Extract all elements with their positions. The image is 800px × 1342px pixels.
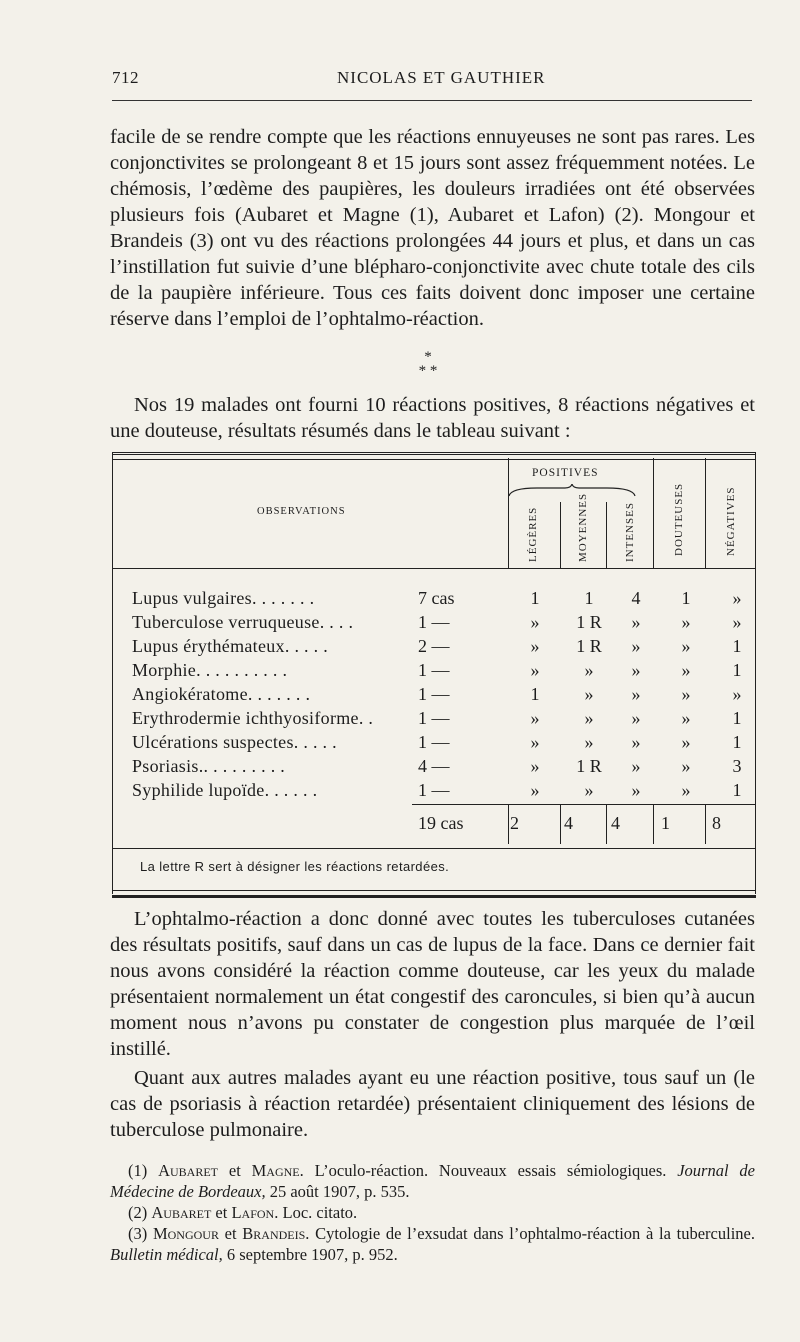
total-legeres: 2 xyxy=(510,813,519,833)
table-footnote: La lettre R sert à désigner les réactions retardées. xyxy=(140,859,450,874)
paragraph-4: Quant aux autres malades ayant eu une réaction positive, tous sauf un (le cas de psoriasis à réaction retardée) présentaient cliniquement des lésions de tuberculose pulmonaire. xyxy=(110,1067,755,1141)
col-divider xyxy=(653,458,654,568)
row-label: Psoriasis.. . . . . . . . . xyxy=(132,756,286,776)
table-row xyxy=(112,660,756,684)
col-negatives: NÉGATIVES xyxy=(725,486,737,556)
footnote-author: Brandeis xyxy=(242,1224,306,1243)
col-divider xyxy=(606,804,607,844)
asterism xyxy=(408,350,448,378)
table-top-border xyxy=(112,452,756,460)
row-count: 2 — xyxy=(418,636,450,656)
cell-moyennes: » xyxy=(584,732,594,752)
col-intenses: INTENSES xyxy=(624,502,636,562)
positives-brace xyxy=(507,484,637,498)
cell-douteuses: » xyxy=(681,684,691,704)
footnote-text: . L’oculo-réaction. Nouveaux essais sémiologiques. xyxy=(299,1161,678,1180)
asterism-top: * xyxy=(424,349,432,365)
row-label: Tuberculose verruqueuse. . . . xyxy=(132,612,354,632)
cell-legeres: 1 xyxy=(530,588,540,608)
cell-negatives: » xyxy=(732,684,742,704)
row-count: 7 cas xyxy=(418,588,455,608)
cell-douteuses: » xyxy=(681,660,691,680)
footnote-journal: Bulletin médical, xyxy=(110,1245,223,1264)
results-table xyxy=(112,452,756,898)
footnote-rule xyxy=(112,848,756,849)
cell-intenses: » xyxy=(631,708,641,728)
cell-moyennes: 1 R xyxy=(576,636,602,656)
group-positives: POSITIVES xyxy=(532,467,599,479)
footnote-text: et xyxy=(211,1203,232,1222)
col-douteuses: DOUTEUSES xyxy=(673,482,685,556)
page-number: 712 xyxy=(112,68,139,87)
total-negatives: 8 xyxy=(712,813,721,833)
cell-negatives: 1 xyxy=(732,636,742,656)
table-row xyxy=(112,588,756,612)
row-count: 1 — xyxy=(418,732,450,752)
col-moyennes: MOYENNES xyxy=(577,492,589,562)
cell-moyennes: » xyxy=(584,684,594,704)
col-divider xyxy=(705,458,706,568)
header-bottom-rule xyxy=(112,568,756,569)
cell-moyennes: 1 R xyxy=(576,612,602,632)
cell-intenses: » xyxy=(631,732,641,752)
cell-legeres: » xyxy=(530,660,540,680)
footnote-author: Magne xyxy=(251,1161,300,1180)
table-row xyxy=(112,684,756,708)
cell-intenses: » xyxy=(631,636,641,656)
row-count: 1 — xyxy=(418,660,450,680)
col-divider xyxy=(653,804,654,844)
total-intenses: 4 xyxy=(611,813,620,833)
total-count: 19 cas xyxy=(418,813,464,833)
table-row xyxy=(112,708,756,732)
table-row xyxy=(112,612,756,636)
row-label: Erythrodermie ichthyosiforme. . xyxy=(132,708,374,728)
cell-intenses: » xyxy=(631,660,641,680)
row-label: Lupus érythémateux. . . . . xyxy=(132,636,329,656)
cell-negatives: 1 xyxy=(732,732,742,752)
cell-negatives: » xyxy=(732,588,742,608)
cell-moyennes: 1 xyxy=(584,588,594,608)
row-count: 1 — xyxy=(418,684,450,704)
footnote-1 xyxy=(110,1160,755,1202)
footnote-author: Lafon xyxy=(231,1203,275,1222)
footnote-author: Aubaret xyxy=(151,1203,212,1222)
row-count: 1 — xyxy=(418,612,450,632)
cell-negatives: 1 xyxy=(732,660,742,680)
cell-moyennes: » xyxy=(584,660,594,680)
cell-douteuses: » xyxy=(681,732,691,752)
total-moyennes: 4 xyxy=(564,813,573,833)
cell-legeres: » xyxy=(530,708,540,728)
table-row xyxy=(112,732,756,756)
cell-moyennes: 1 R xyxy=(576,756,602,776)
cell-intenses: » xyxy=(631,756,641,776)
cell-legeres: 1 xyxy=(530,684,540,704)
footnote-marker: (1) xyxy=(128,1161,159,1180)
cell-legeres: » xyxy=(530,612,540,632)
row-count: 1 — xyxy=(418,780,450,800)
header-rule xyxy=(112,100,752,101)
cell-negatives: 3 xyxy=(732,756,742,776)
row-count: 1 — xyxy=(418,708,450,728)
footnote-3 xyxy=(110,1223,755,1265)
cell-intenses: » xyxy=(631,684,641,704)
cell-negatives: 1 xyxy=(732,708,742,728)
footnote-journal: Journal de Médecine de Bordeaux, xyxy=(110,1161,755,1201)
col-divider xyxy=(508,458,509,568)
footnote-author: Aubaret xyxy=(158,1161,219,1180)
col-divider xyxy=(606,502,607,568)
footnote-text: 6 septembre 1907, p. 952. xyxy=(222,1245,398,1264)
footnote-text: . Cytologie de l’exsudat dans l’ophtalmo-réaction à la tuberculine. xyxy=(305,1224,755,1243)
total-douteuses: 1 xyxy=(661,813,670,833)
cell-intenses: » xyxy=(631,780,641,800)
cell-douteuses: » xyxy=(681,636,691,656)
footnote-marker: (2) xyxy=(128,1203,152,1222)
footnote-text: et xyxy=(218,1224,243,1243)
running-title: NICOLAS ET GAUTHIER xyxy=(337,68,546,87)
cell-douteuses: » xyxy=(681,780,691,800)
table-row xyxy=(112,636,756,660)
row-label: Ulcérations suspectes. . . . . xyxy=(132,732,337,752)
row-label: Morphie. . . . . . . . . . xyxy=(132,660,288,680)
row-label: Syphilide lupoïde. . . . . . xyxy=(132,780,318,800)
col-divider xyxy=(508,804,509,844)
col-divider xyxy=(560,502,561,568)
footnote-text: 25 août 1907, p. 535. xyxy=(265,1182,410,1201)
table-row xyxy=(112,756,756,780)
footnote-2 xyxy=(110,1202,755,1223)
cell-douteuses: » xyxy=(681,612,691,632)
cell-negatives: 1 xyxy=(732,780,742,800)
footnote-author: Mongour xyxy=(152,1224,219,1243)
footnote-marker: (3) xyxy=(128,1224,153,1243)
cell-legeres: » xyxy=(530,756,540,776)
table-bottom-border xyxy=(112,890,756,898)
cell-intenses: » xyxy=(631,612,641,632)
cell-douteuses: 1 xyxy=(681,588,691,608)
paragraph-2: Nos 19 malades ont fourni 10 réactions positives, 8 réactions négatives et une douteuse, résultats résumés dans le tableau suivant : xyxy=(110,394,755,442)
cell-intenses: 4 xyxy=(631,588,641,608)
cell-legeres: » xyxy=(530,780,540,800)
paragraph-1: facile de se rendre compte que les réactions ennuyeuses ne sont pas rares. Les conjonctivites se prolongeant 8 et 15 jours sont assez fréquemment notées. Le chémosis, l’œdème des paupières, les douleurs irradiées ont été observées plusieurs fois (Aubaret et Magne (1), Aubaret et Lafon) (2). Mongour et Brandeis (3) ont vu des réactions prolongées 44 jours et plus, et dans un cas l’instillation fut suivie d’une blépharo-conjonctivite avec chute totale des cils de la paupière inférieure. Tous ces faits doivent donc imposer une certaine réserve dans l’emploi de l’ophtalmo-réaction. xyxy=(110,126,755,330)
cell-douteuses: » xyxy=(681,708,691,728)
col-divider xyxy=(705,804,706,844)
cell-douteuses: » xyxy=(681,756,691,776)
col-legeres: LÉGÈRES xyxy=(527,506,539,562)
cell-negatives: » xyxy=(732,612,742,632)
cell-moyennes: » xyxy=(584,708,594,728)
paragraph-3: L’ophtalmo-réaction a donc donné avec toutes les tuberculoses cutanées des résultats positifs, sauf dans un cas de lupus de la face. Dans ce dernier fait nous avons considéré la réaction comme douteuse, car les yeux du malade présentaient normalement un état congestif des caroncules, si bien qu’à aucun moment nous n’avons pu constater de congestion plus marquée de l’œil instillé. xyxy=(110,908,755,1060)
asterism-bottom: * * xyxy=(418,363,438,379)
running-header xyxy=(112,68,752,92)
col-divider xyxy=(560,804,561,844)
table-row xyxy=(112,780,756,804)
row-label: Lupus vulgaires. . . . . . . xyxy=(132,588,315,608)
cell-moyennes: » xyxy=(584,780,594,800)
footnote-text: et xyxy=(218,1161,252,1180)
footnote-text: . Loc. citato. xyxy=(274,1203,358,1222)
cell-legeres: » xyxy=(530,636,540,656)
col-observations: OBSERVATIONS xyxy=(257,506,346,517)
cell-legeres: » xyxy=(530,732,540,752)
row-count: 4 — xyxy=(418,756,450,776)
footnotes xyxy=(110,1160,755,1265)
row-label: Angiokératome. . . . . . . xyxy=(132,684,311,704)
